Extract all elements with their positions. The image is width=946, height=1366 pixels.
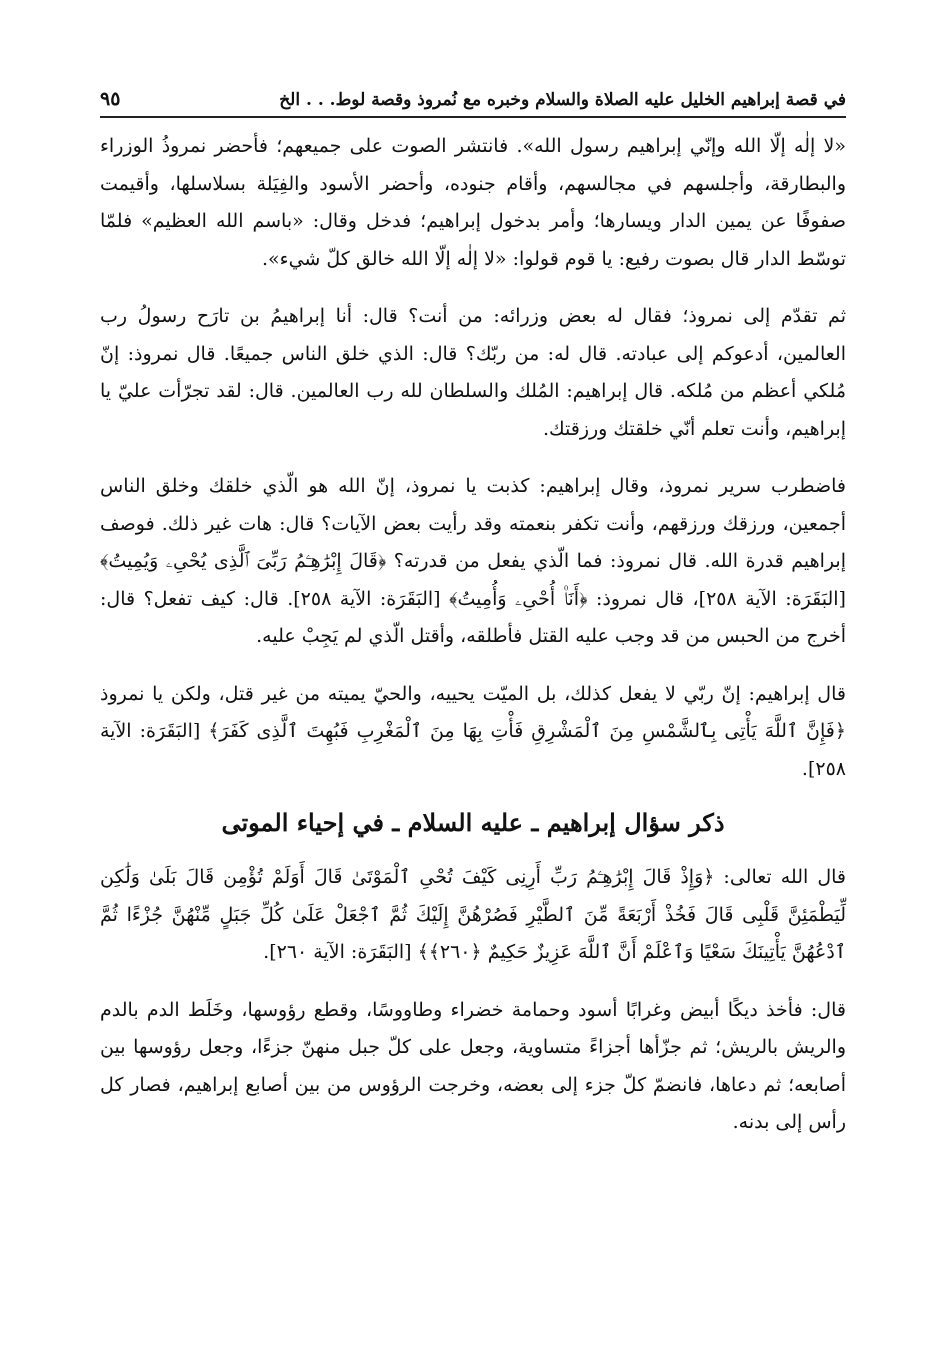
paragraph-1: «لا إلٰه إلّا الله وإنّي إبراهيم رسول الله». فانتشر الصوت على جميعهم؛ فأحضر نمروذُ الوزراء والبطارقة، وأجلسهم في مجالسهم، وأقام جنوده، وأحضر الأسود والفِيَلة بسلاسلها، وأقيمت صفوفًا عن يمين الدار ويسارها؛ وأمر بدخول إبراهيم؛ فدخل وقال: «باسم الله العظيم» فلمّا توسّط الدار قال بصوت رفيع: يا قوم قولوا: «لا إلٰه إلّا الله خالق كلّ شيء». [100, 135, 846, 270]
section-paragraph-1: قال الله تعالى: ﴿وَإِذْ قَالَ إِبْرَٰهِـۧمُ رَبِّ أَرِنِى كَيْفَ تُحْىِ ٱلْمَوْتَىٰ قَالَ أَوَلَمْ تُؤْمِن قَالَ بَلَىٰ وَلَٰكِن لِّيَطْمَئِنَّ قَلْبِى قَالَ فَخُذْ أَرْبَعَةً مِّنَ ٱلطَّيْرِ فَصُرْهُنَّ إِلَيْكَ ثُمَّ ٱجْعَلْ عَلَىٰ كُلِّ جَبَلٍ مِّنْهُنَّ جُزْءًا ثُمَّ ٱدْعُهُنَّ يَأْتِينَكَ سَعْيًا وَٱعْلَمْ أَنَّ ٱللَّهَ عَزِيزٌ حَكِيمٌ ﴿٢٦٠﴾﴾ [البَقَرَة: الآية ٢٦٠]. [100, 866, 846, 963]
section-paragraph-2: قال: فأخذ ديكًا أبيض وغرابًا أسود وحمامة خضراء وطاووسًا، وقطع رؤوسها، وخَلَط الدم بالدم والريش بالريش؛ ثم جزّأها أجزاءً متساوية، وجعل على كلّ جبل منهنّ جزءًا، وجعل رؤوسها بين أصابعه؛ ثم دعاها، فانضمّ كلّ جزء إلى بعضه، وخرجت الرؤوس من بين أصابع إبراهيم، فصار كل رأس إلى بدنه. [100, 998, 846, 1133]
header-divider [100, 116, 846, 118]
page-body [100, 128, 846, 1162]
paragraph-2: ثم تقدّم إلى نمروذ؛ فقال له بعض وزرائه: من أنت؟ قال: أنا إبراهيمُ بن تارَح رسولُ رب العالمين، أدعوكم إلى عبادته. قال له: من ربّك؟ قال: الذي خلق الناس جميعًا. قال نمروذ: إنّ مُلكي أعظم من مُلكه. قال إبراهيم: المُلك والسلطان لله رب العالمين. قال: لقد تجرّأت عليّ يا إبراهيم، وأنت تعلم أنّي خلقتك ورزقتك. [100, 305, 846, 440]
page-number: ٩٥ [100, 88, 121, 110]
running-title: في قصة إبراهيم الخليل عليه الصلاة والسلام وخبره مع نُمروذ وقصة لوط. . . الخ [279, 90, 846, 110]
paragraph-3: فاضطرب سرير نمروذ، وقال إبراهيم: كذبت يا نمروذ، إنّ الله هو الّذي خلقك وخلق الناس أجمعين، ورزقك ورزقهم، وأنت تكفر بنعمته وقد رأيت بعض الآيات؟ قال: هات غير ذلك. فوصف إبراهيم قدرة الله. قال نمروذ: فما الّذي يفعل من قدرته؟ ﴿قَالَ إِبْرَٰهِـۧمُ رَبِّىَ ٱلَّذِى يُحْىِۦ وَيُمِيتُ﴾ [البَقَرَة: الآية ٢٥٨]، قال نمروذ: ﴿أَنَا۠ أُحْىِۦ وَأُمِيتُ﴾ [البَقَرَة: الآية ٢٥٨]. قال: كيف تفعل؟ قال: أخرج من الحبس من قد وجب عليه القتل فأطلقه، وأقتل الّذي لم يَجِبْ عليه. [100, 475, 846, 647]
page-header [100, 70, 846, 110]
paragraph-4: قال إبراهيم: إنّ ربّي لا يفعل كذلك، بل الميّت يحييه، والحيّ يميته من غير قتل، ولكن يا نمروذ ﴿فَإِنَّ ٱللَّهَ يَأْتِى بِٱلشَّمْسِ مِنَ ٱلْمَشْرِقِ فَأْتِ بِهَا مِنَ ٱلْمَغْرِبِ فَبُهِتَ ٱلَّذِى كَفَرَ﴾ [البَقَرَة: الآية ٢٥٨]. [100, 682, 846, 780]
section-heading: ذكر سؤال إبراهيم ـ عليه السلام ـ في إحياء الموتى [221, 808, 725, 837]
